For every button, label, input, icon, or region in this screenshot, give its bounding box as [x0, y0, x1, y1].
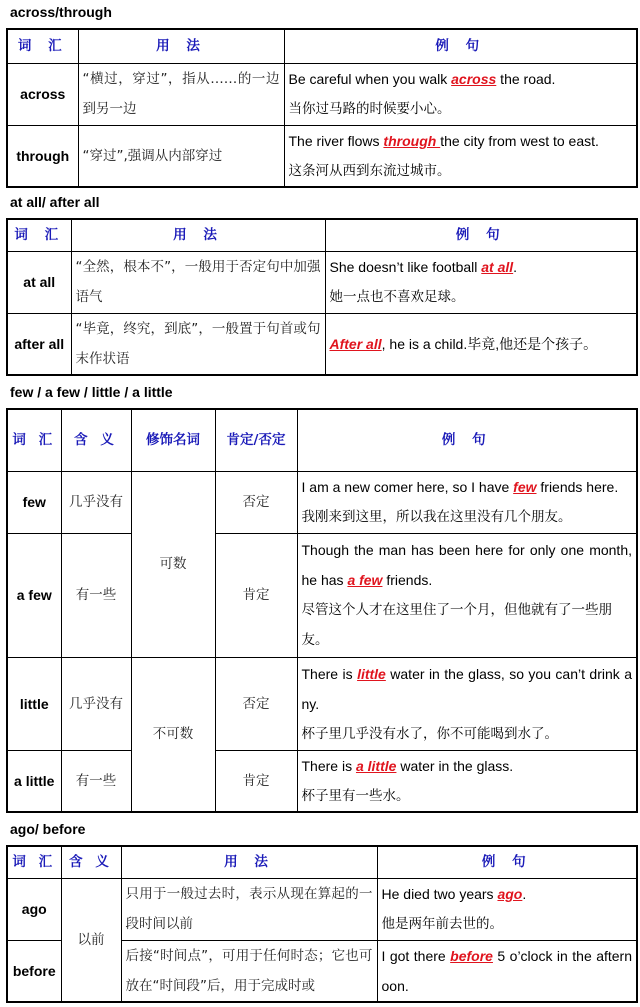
- key-phrase: ago: [497, 886, 523, 902]
- example-text-fragment: 5 o’clock in the afternoon.: [381, 947, 632, 994]
- header-example: 例 句: [377, 846, 637, 878]
- example-text-fragment: friends.: [382, 572, 433, 588]
- section-title: at all/ after all: [10, 194, 100, 210]
- word-cell: ago: [7, 878, 61, 940]
- header-example: 例 句: [297, 409, 637, 471]
- usage-cell: 只用于一般过去时，表示从现在算起的一段时间以前: [121, 878, 377, 940]
- modifier-cell: 不可数: [131, 657, 215, 812]
- example-cn: 这条河从西到东流过城市。: [288, 162, 451, 179]
- example-cn: 我刚来到这里，所以我在这里没有几个朋友。: [301, 509, 572, 525]
- example-text-fragment: There is: [301, 665, 358, 682]
- key-phrase: a few: [347, 572, 383, 588]
- example-cn: 尽管这个人才在这里住了一个月，但他就有了一些朋友。: [301, 602, 612, 648]
- example-en: [330, 329, 633, 359]
- polarity-cell: 肯定: [215, 533, 297, 657]
- example-cell: [325, 251, 637, 313]
- key-phrase: at all: [481, 259, 514, 275]
- table-row: [7, 657, 637, 750]
- meaning-cell: 以前: [61, 878, 121, 1002]
- word-cell: little: [7, 657, 61, 750]
- header-meaning: 含 义: [61, 409, 131, 471]
- example-cn: 杯子里几乎没有水了，你不可能喝到水了。: [301, 725, 558, 742]
- section-title: few / a few / little / a little: [10, 384, 173, 400]
- key-phrase: few: [513, 479, 537, 495]
- header-meaning: 含 义: [61, 846, 121, 878]
- example-text-fragment: .: [522, 886, 527, 902]
- usage-cell: 后接“时间点”，可用于任何时态；它也可放在“时间段”后，用于完成时或: [121, 940, 377, 1002]
- example-cell: [377, 940, 637, 1002]
- example-cell: [284, 63, 637, 125]
- meaning-cell: 有一些: [61, 533, 131, 657]
- header-usage: 用 法: [78, 29, 284, 63]
- example-text-fragment: .: [513, 259, 518, 275]
- header-modified-noun: 修饰名词: [131, 409, 215, 471]
- header-word: 词 汇: [7, 846, 61, 878]
- header-usage: 用 法: [121, 846, 377, 878]
- word-cell: after all: [7, 313, 71, 375]
- key-phrase: a little: [355, 757, 397, 774]
- vocab-table-at-all-after-all: [6, 218, 638, 376]
- table-header-row: [7, 219, 637, 251]
- key-phrase: After all: [329, 335, 382, 352]
- header-word: 词 汇: [7, 29, 78, 63]
- header-example: 例 句: [325, 219, 637, 251]
- table-row: [7, 471, 637, 533]
- word-cell: across: [7, 63, 78, 125]
- section-title: across/through: [10, 4, 112, 20]
- usage-cell: “横过，穿过”，指从……的一边到另一边: [78, 63, 284, 125]
- example-text-fragment: The river flows: [288, 132, 384, 149]
- key-phrase: across: [451, 71, 497, 87]
- word-cell: before: [7, 940, 61, 1002]
- example-en: [302, 472, 633, 502]
- example-text-fragment: Though the man has been here for only one month, he has: [301, 542, 632, 588]
- word-cell: a few: [7, 533, 61, 657]
- example-text-fragment: , he is a child.毕竟,他还是个孩子。: [381, 335, 598, 352]
- example-text-fragment: water in the glass.: [396, 757, 514, 774]
- vocab-table-ago-before: [6, 845, 638, 1003]
- example-en: [302, 751, 633, 781]
- table-header-row: [7, 409, 637, 471]
- table-row: [7, 750, 637, 812]
- example-cell: [284, 125, 637, 187]
- example-text-fragment: I am a new comer here, so I have: [301, 479, 514, 495]
- example-cn: 她一点也不喜欢足球。: [329, 289, 465, 305]
- table-row: [7, 878, 637, 940]
- example-en: [289, 126, 633, 156]
- word-cell: through: [7, 125, 78, 187]
- table-row: [7, 125, 637, 187]
- usage-cell: “全然，根本不”，一般用于否定句中加强语气: [71, 251, 325, 313]
- polarity-cell: 否定: [215, 471, 297, 533]
- example-en: [382, 879, 633, 909]
- example-cell: [325, 313, 637, 375]
- header-polarity: 肯定/否定: [215, 409, 297, 471]
- polarity-cell: 否定: [215, 657, 297, 750]
- meaning-cell: 几乎没有: [61, 657, 131, 750]
- table-header-row: [7, 29, 637, 63]
- example-text-fragment: the city from west to east.: [440, 132, 599, 149]
- example-text-fragment: I got there: [381, 947, 451, 964]
- header-usage: 用 法: [71, 219, 325, 251]
- key-phrase: little: [357, 665, 386, 682]
- example-cell: [297, 533, 637, 657]
- example-cell: [297, 471, 637, 533]
- meaning-cell: 有一些: [61, 750, 131, 812]
- word-cell: a little: [7, 750, 61, 812]
- example-cn: 杯子里有一些水。: [301, 787, 410, 804]
- table-row: [7, 533, 637, 657]
- key-phrase: before: [450, 947, 493, 964]
- example-text-fragment: the road.: [496, 71, 556, 87]
- example-text-fragment: She doesn’t like football: [329, 259, 482, 275]
- word-cell: at all: [7, 251, 71, 313]
- table-row: [7, 313, 637, 375]
- header-word: 词 汇: [7, 409, 61, 471]
- example-text-fragment: Be careful when you walk: [288, 71, 452, 87]
- vocab-table-across-through: [6, 28, 638, 188]
- example-en: [302, 659, 633, 719]
- example-cell: [297, 750, 637, 812]
- table-row: [7, 63, 637, 125]
- example-text-fragment: water in the glass, so you can’t drink any.: [301, 665, 632, 712]
- example-en: [289, 64, 633, 94]
- header-word: 词 汇: [7, 219, 71, 251]
- section-title: ago/ before: [10, 821, 86, 837]
- example-text-fragment: He died two years: [381, 886, 498, 902]
- example-cell: [377, 878, 637, 940]
- example-en: [330, 252, 633, 282]
- example-en: [382, 941, 633, 1001]
- usage-cell: “毕竟，终究，到底”，一般置于句首或句末作状语: [71, 313, 325, 375]
- example-text-fragment: friends here.: [536, 479, 619, 495]
- table-header-row: [7, 846, 637, 878]
- example-text-fragment: There is: [301, 757, 356, 774]
- example-en: [302, 535, 633, 595]
- example-cn: 他是两年前去世的。: [381, 916, 503, 932]
- meaning-cell: 几乎没有: [61, 471, 131, 533]
- modifier-cell: 可数: [131, 471, 215, 657]
- polarity-cell: 肯定: [215, 750, 297, 812]
- example-cell: [297, 657, 637, 750]
- vocab-table-few-little: [6, 408, 638, 813]
- key-phrase: through: [383, 132, 441, 149]
- usage-cell: “穿过”,强调从内部穿过: [78, 125, 284, 187]
- header-example: 例 句: [284, 29, 637, 63]
- word-cell: few: [7, 471, 61, 533]
- table-row: [7, 251, 637, 313]
- example-cn: 当你过马路的时候要小心。: [288, 101, 451, 117]
